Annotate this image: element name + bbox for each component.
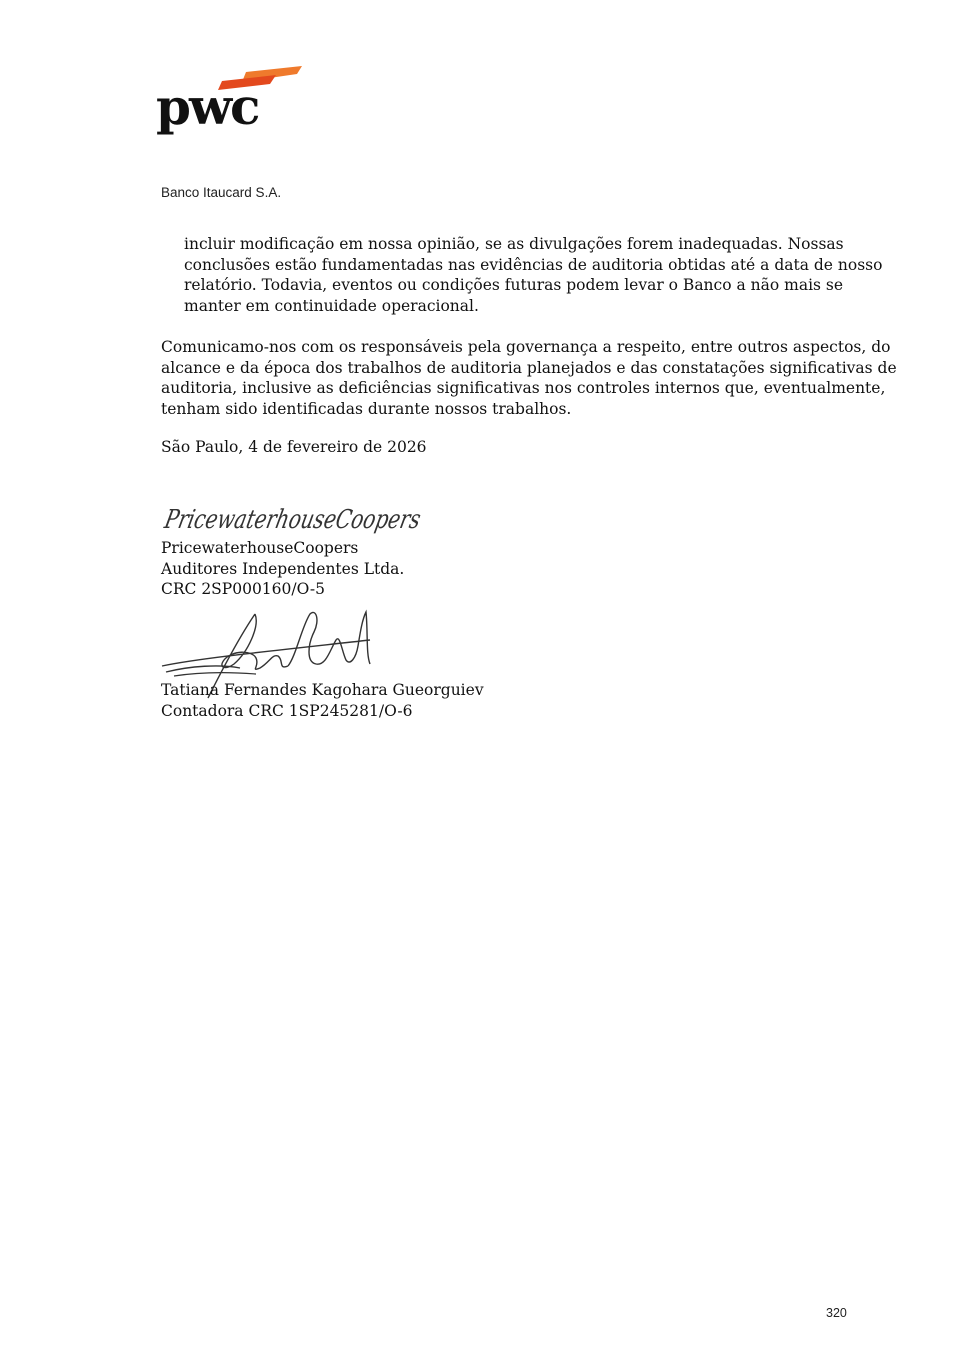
page-number: 320 [826, 1306, 847, 1320]
date-line: São Paulo, 4 de fevereiro de 2026 [161, 438, 427, 456]
pwc-logo-graphic [156, 62, 306, 142]
firm-signature [161, 492, 500, 542]
accountant-crc: Contadora CRC 1SP245281/O-6 [161, 701, 413, 720]
firm-signature-graphic [161, 492, 500, 542]
paragraph-going-concern: incluir modificação em nossa opinião, se as divulgações forem inadequadas. Nossas conclusões estão fundamentadas nas evidências de auditoria obtidas até a data de nosso relatório. Todavia, eventos ou condições futuras podem levar o Banco a não mais se manter em continuidade operacional. [184, 235, 883, 315]
company-name: Banco Itaucard S.A. [161, 185, 282, 200]
logo-text: pwc [156, 77, 259, 136]
accountant-signature-block [161, 680, 484, 721]
paragraph-governance: Comunicamo-nos com os responsáveis pela governança a respeito, entre outros aspectos, do alcance e da época dos trabalhos de auditoria planejados e das constatações significativas de auditoria, inclusive as deficiências significativas nos controles internos que, eventualmente, tenham sido identificadas durante nossos trabalhos. [161, 338, 897, 418]
firm-name: PricewaterhouseCoopers [161, 539, 359, 557]
accountant-name: Tatiana Fernandes Kagohara Gueorguiev [161, 681, 484, 699]
firm-signature-block [161, 538, 404, 600]
pwc-logo [156, 62, 306, 142]
firm-crc: CRC 2SP000160/O-5 [161, 580, 325, 599]
firm-signature-text: PricewaterhouseCoopers [161, 505, 500, 535]
firm-legal-name: Auditores Independentes Ltda. [161, 559, 405, 578]
